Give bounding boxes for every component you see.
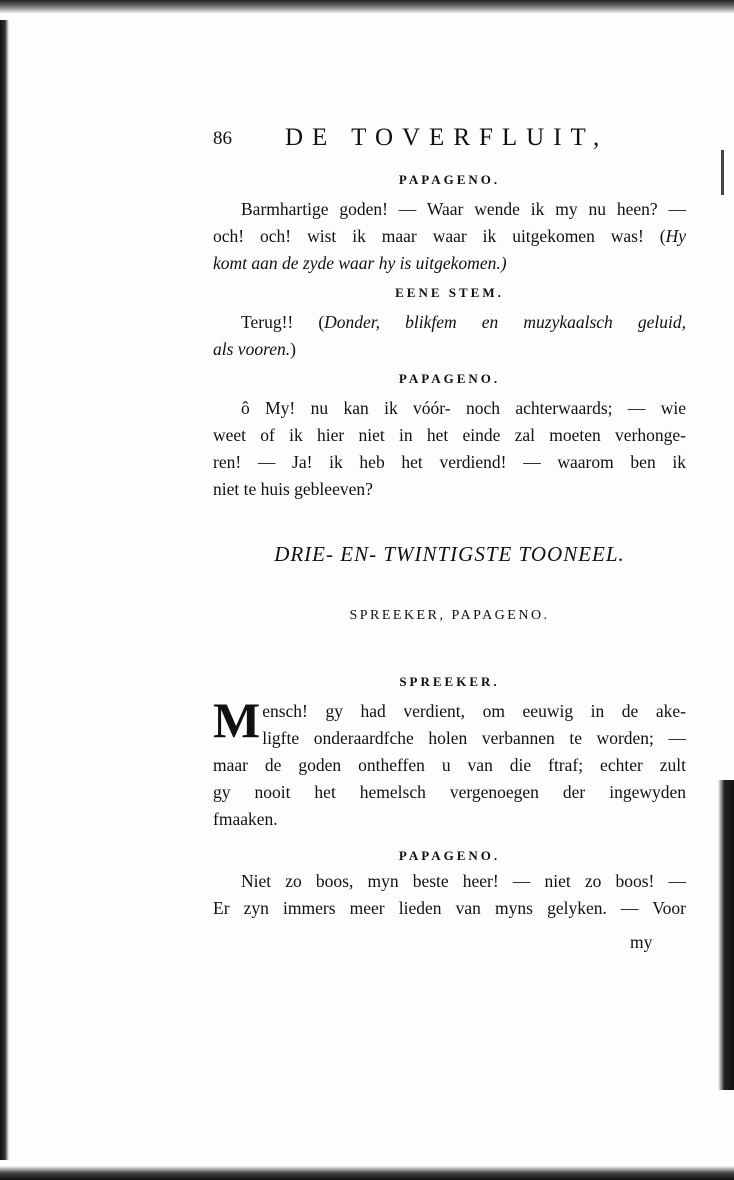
text-line: Barmhartige goden! — Waar wende ik my nu heen? — [241,199,686,219]
text-line: Niet zo boos, myn beste heer! — niet zo boos! — [241,871,686,891]
speaker-name: PAPAGENO. [398,848,501,863]
scan-edge-left [0,20,9,1160]
stage-direction: als vooren. [213,339,291,359]
text-line [213,336,686,363]
speech-papageno-2 [213,371,686,503]
running-title: DE TOVERFLUIT, [285,124,609,151]
page-number: 86 [213,128,232,149]
speech-papageno-3 [213,848,686,922]
speech-eene-stem [213,285,686,363]
text-line [213,223,686,250]
scan-edge-right [718,780,734,1090]
speaker-name: EENE STEM. [395,285,504,300]
text-span: och! och! wist ik maar waar ik uitgekomen was! ( [213,226,666,246]
speech-papageno-1 [213,172,686,277]
stage-direction: Donder, blikfem en muzykaalsch geluid, [324,312,687,332]
scene-title: DRIE- EN- TWINTIGSTE TOONEEL. [274,542,625,566]
text-line: Er zyn immers meer lieden van myns gelyken. — Voor [213,898,686,918]
scene-characters: SPREEKER, PAPAGENO. [349,608,550,623]
speaker-name: SPREEKER. [399,674,500,689]
stage-direction [213,250,686,277]
catchword: my [630,932,653,952]
text-line: ô My! nu kan ik vóór- noch achterwaards; — wie [241,398,686,418]
scan-edge-bottom [0,1166,734,1180]
text-line: ensch! gy had verdient, om eeuwig in de ake- [262,701,686,721]
stage-direction: Hy [665,226,686,246]
text-span: Terug!! ( [241,312,325,332]
drop-cap: M [213,692,261,748]
scan-edge-top [0,0,734,14]
speech-spreeker [213,674,686,833]
speech-body [213,692,686,833]
text-line: niet te huis gebleeven? [213,479,373,499]
stage-direction-text: komt aan de zyde waar hy is uitgekomen.) [213,253,507,273]
text-span: ) [290,339,296,359]
text-line: maar de goden ontheffen u van die ftraf; echter zult [213,755,686,775]
text-line: ligfte onderaardfche holen verbannen te worden; — [262,728,686,748]
speaker-name: PAPAGENO. [398,172,501,187]
text-line: gy nooit het hemelsch vergenoegen der ingewyden [213,782,686,802]
text-line: weet of ik hier niet in het einde zal moeten verhonge- [213,425,686,445]
text-line: fmaaken. [213,809,278,829]
text-line: ren! — Ja! ik heb het verdiend! — waarom ben ik [213,452,686,472]
speaker-name: PAPAGENO. [398,371,501,386]
running-head [213,124,693,158]
scan-mark-right [721,150,724,195]
text-line [213,309,686,336]
